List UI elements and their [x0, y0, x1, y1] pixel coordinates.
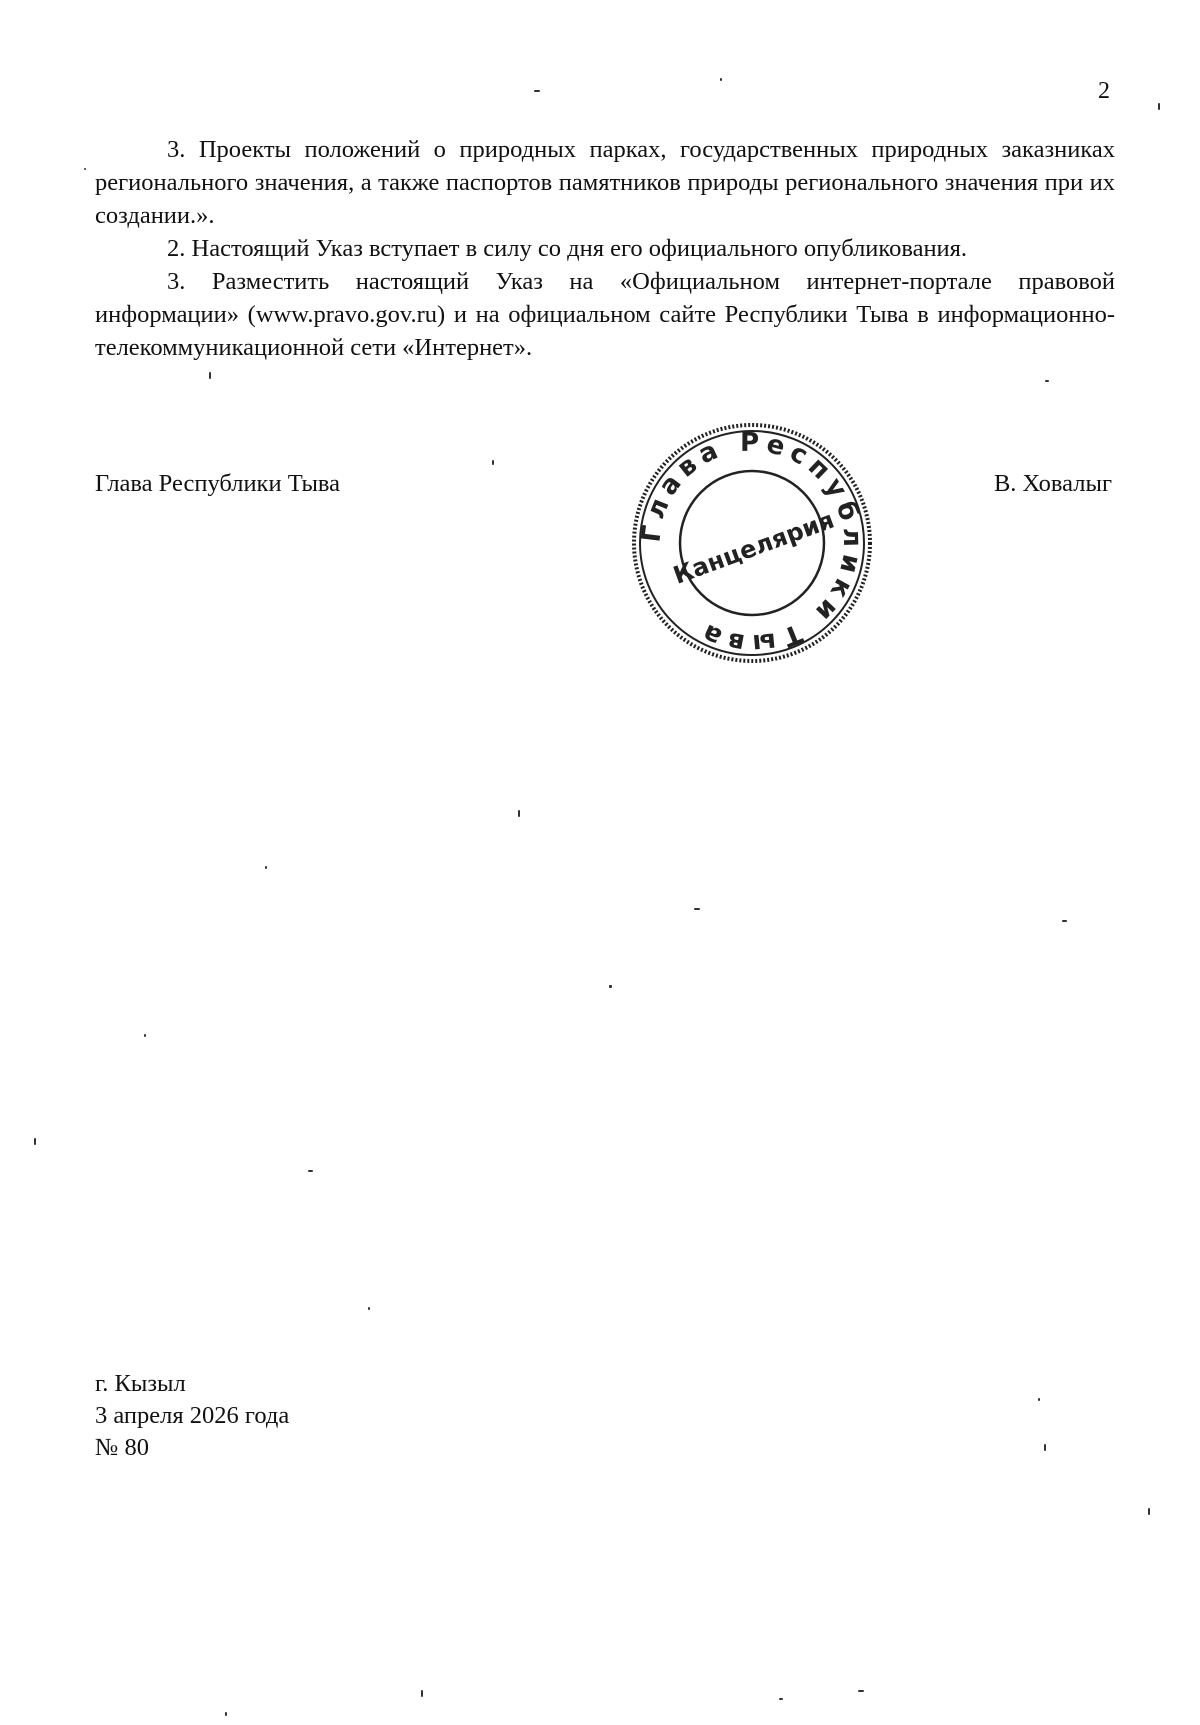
scan-speck — [225, 1712, 227, 1716]
scan-speck — [609, 985, 612, 988]
stamp-seal-icon — [627, 418, 877, 668]
stamp-center-text: Канцелярия — [669, 505, 838, 590]
scan-speck — [1148, 1508, 1150, 1515]
scan-speck — [858, 1690, 864, 1692]
scan-speck — [1062, 920, 1067, 922]
scan-speck — [144, 1034, 146, 1037]
signatory-name: В. Ховалыг — [993, 470, 1112, 497]
scan-speck — [534, 90, 540, 92]
scan-speck — [694, 908, 700, 910]
scan-speck — [1158, 103, 1160, 110]
paragraph-publication: 3. Разместить настоящий Указ на «Официальном интернет-портале правовой информации» (www.pravo.gov.ru) и на официальном сайте Республики Тыва в информационно-телекоммуникационной сети «Интернет». — [95, 268, 1115, 361]
city: г. Кызыл — [95, 1370, 186, 1397]
paragraph-effective-date: 2. Настоящий Указ вступает в силу со дня его официального опубликования. — [167, 235, 968, 262]
official-stamp — [627, 418, 877, 668]
decree-date: 3 апреля 2026 года — [95, 1402, 290, 1429]
paragraph-projects: 3. Проекты положений о природных парках, государственных природных заказниках регионального значения, а также паспортов памятников природы регионального значения при их создании.». — [95, 136, 1115, 229]
scan-speck — [34, 1138, 36, 1145]
scan-speck — [209, 372, 211, 379]
scan-speck — [308, 1170, 313, 1172]
page-number: 2 — [1098, 78, 1110, 104]
scan-speck — [1044, 1444, 1046, 1451]
scan-speck — [492, 460, 494, 465]
scan-speck — [518, 810, 520, 817]
signatory-position: Глава Республики Тыва — [95, 470, 341, 497]
decree-body — [95, 133, 1115, 364]
scan-speck — [779, 1698, 783, 1700]
document-footer — [95, 1368, 289, 1464]
scan-speck — [720, 78, 722, 81]
scan-speck — [368, 1307, 370, 1310]
scan-speck — [265, 866, 267, 869]
scan-speck — [84, 168, 86, 170]
scan-speck — [421, 1690, 423, 1697]
scan-speck — [1045, 380, 1049, 382]
scan-speck — [1038, 1398, 1040, 1401]
decree-number: № 80 — [95, 1434, 150, 1461]
stamp-ring-text: Глава Республики Тыва — [636, 427, 868, 659]
